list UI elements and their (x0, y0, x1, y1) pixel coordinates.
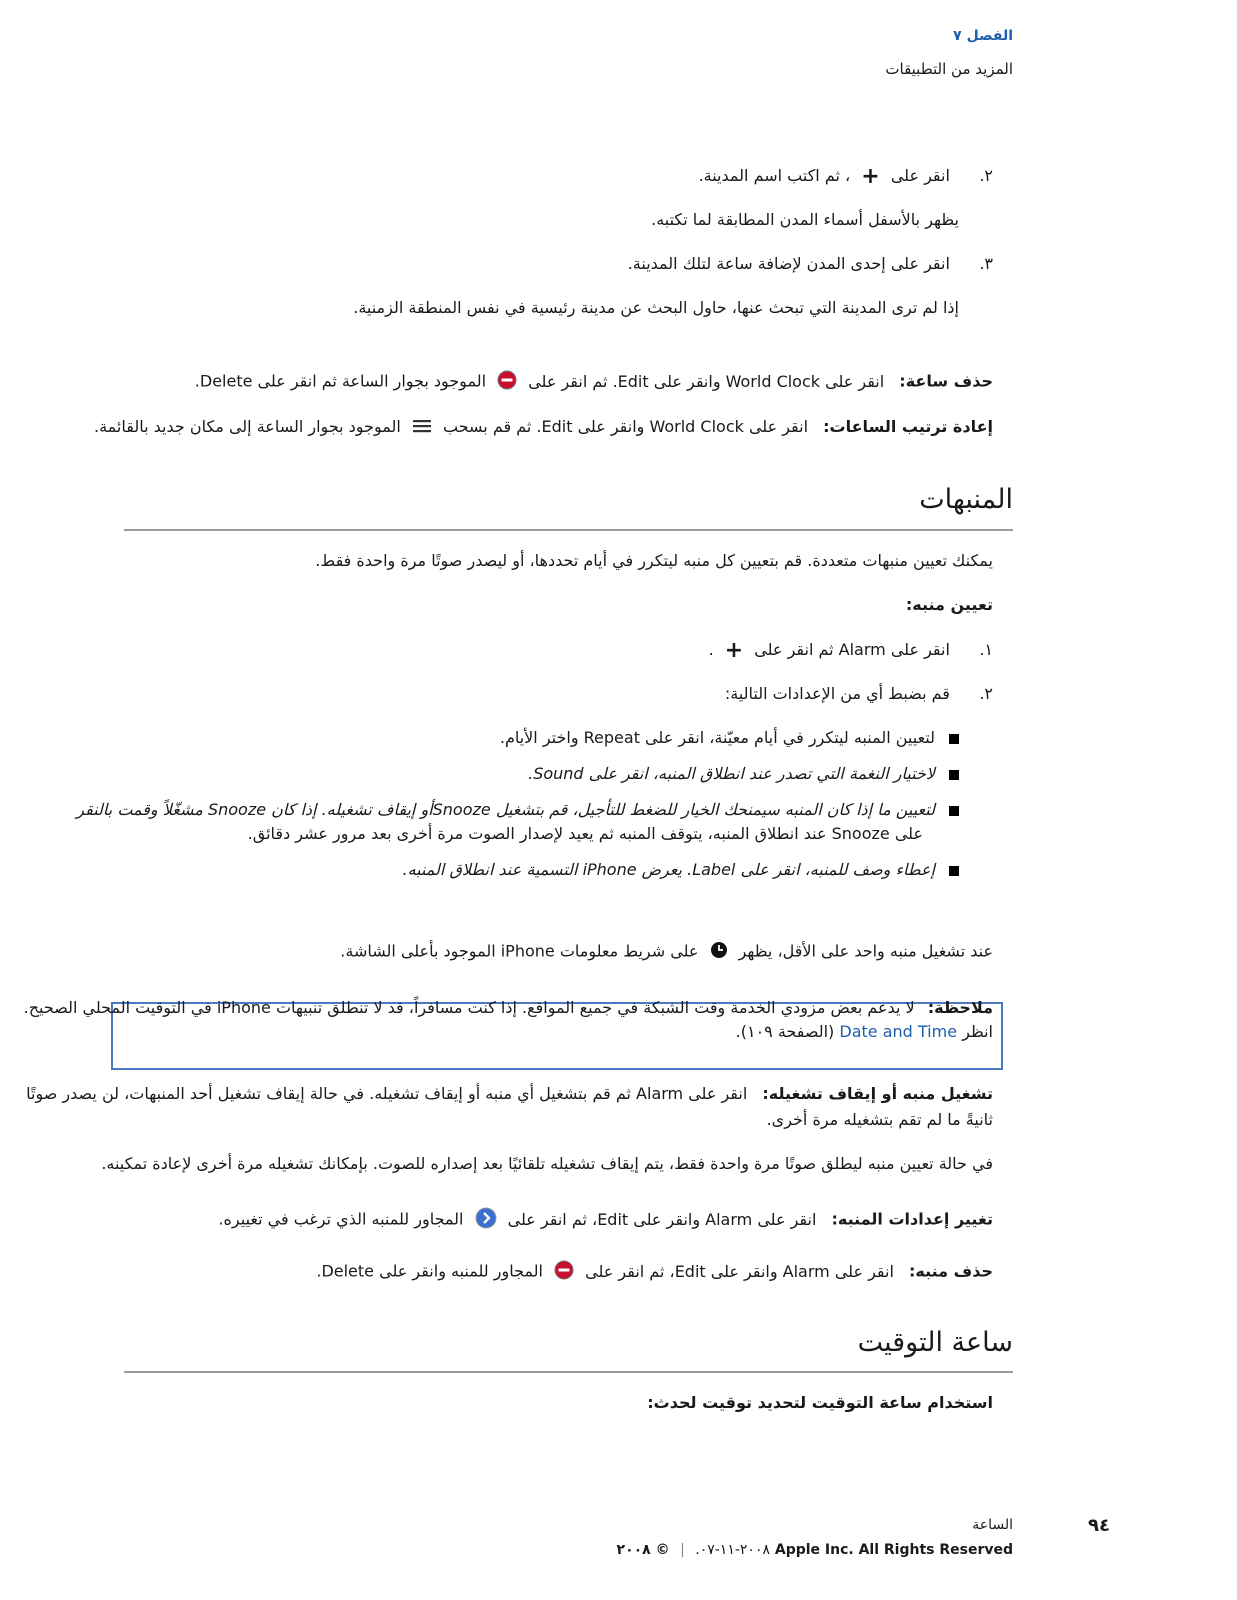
bullet-marker (949, 806, 959, 816)
delete-alarm-paragraph: حذف منبه: انقر على Alarm وانقر على Edit، ثم انقر على المجاور للمنبه وانقر على Delete. (316, 1260, 993, 1284)
delete-clock-label: حذف ساعة: (899, 371, 993, 391)
bullet-sound: لاختيار النغمة التي تصدر عند انطلاق المنبه، انقر على Sound. (528, 764, 959, 783)
plus-icon: + (861, 163, 880, 189)
delete-circle-icon (497, 370, 517, 394)
footer-section-name: الساعة (972, 1517, 1013, 1533)
stopwatch-subhead: استخدام ساعة التوقيت لتحديد توقيت لحدث: (647, 1393, 993, 1412)
step-number: ٢. (979, 166, 993, 185)
note-line-2: انظر Date and Time (الصفحة ١٠٩). (735, 1022, 993, 1041)
reorder-clocks-label: إعادة ترتيب الساعات: (823, 417, 993, 436)
delete-clock-paragraph: حذف ساعة: انقر على World Clock وانقر على Edit. ثم انقر على الموجود بجوار الساعة ثم انقر على Delete. (195, 370, 993, 394)
step-3-note: إذا لم ترى المدينة التي تبحث عنها، حاول البحث عن مدينة رئيسية في نفس المنطقة الزمنية. (353, 298, 959, 317)
step-2-note: يظهر بالأسفل أسماء المدن المطابقة لما تكتبه. (651, 210, 959, 229)
toggle-alarm-line2: ثانيةً ما لم تقم بتشغيله مرة أخرى. (766, 1110, 993, 1129)
plus-icon: + (724, 637, 744, 663)
change-settings-paragraph: تغيير إعدادات المنبه: انقر على Alarm وانقر على Edit، ثم انقر على المجاور للمنبه الذي ترغب في تغييره. (218, 1207, 993, 1233)
alarms-heading: المنبهات (919, 484, 1013, 515)
step-3: ٣. انقر على إحدى المدن لإضافة ساعة لتلك المدينة. (627, 254, 993, 273)
note-label: ملاحظة: (927, 998, 993, 1017)
reorder-icon (412, 418, 432, 438)
alarm-step-1: ١. انقر على Alarm ثم انقر على + . (708, 637, 993, 663)
delete-circle-icon (554, 1260, 574, 1284)
date-and-time-link[interactable]: Date and Time (839, 1022, 958, 1041)
note-line-1: ملاحظة: لا يدعم بعض مزودي الخدمة وقت الشبكة في جميع المواقع. إذا كنت مسافراً، قد لا تنطلق تنبيهات iPhone في التوقيت المحلي الصحيح. (23, 998, 993, 1017)
alarms-intro: يمكنك تعيين منبهات متعددة. قم بتعيين كل منبه ليتكرر في أيام تحددها، أو ليصدر صوتًا مرة واحدة فقط. (315, 551, 993, 570)
chevron-circle-icon (475, 1207, 497, 1233)
alarm-status-paragraph: عند تشغيل منبه واحد على الأقل، يظهر على شريط معلومات iPhone الموجود بأعلى الشاشة. (340, 941, 993, 963)
page-number: ٩٤ (1088, 1515, 1110, 1536)
chapter-label: الفصل ٧ (953, 28, 1013, 44)
set-alarm-label: تعيين منبه: (905, 595, 993, 614)
bullet-marker (949, 770, 959, 780)
bullet-repeat: لتعيين المنبه ليتكرر في أيام معيّنة، انقر على Repeat واختر الأيام. (500, 728, 959, 747)
chapter-subtitle: المزيد من التطبيقات (885, 60, 1013, 78)
bullet-label: إعطاء وصف للمنبه، انقر على Label. يعرض iPhone التسمية عند انطلاق المنبه. (402, 860, 959, 879)
change-settings-label: تغيير إعدادات المنبه: (831, 1209, 993, 1229)
bullet-marker (949, 866, 959, 876)
bullet-marker (949, 734, 959, 744)
section-divider (124, 1371, 1013, 1373)
stopwatch-heading: ساعة التوقيت (857, 1327, 1013, 1358)
bullet-snooze-line2: على Snooze عند انطلاق المنبه، يتوقف المنبه ثم يعيد لإصدار الصوت مرة أخرى بعد مرور عشر دقائق. (247, 824, 923, 843)
footer-copyright: ٢٠٠٨-١١-٠٧. | © ٢٠٠٨ Apple Inc. All Rights Reserved (616, 1542, 1013, 1558)
reorder-clocks-paragraph: إعادة ترتيب الساعات: انقر على World Clock وانقر على Edit. ثم قم بسحب الموجود بجوار الساعة إلى مكان جديد بالقائمة. (93, 417, 993, 436)
bullet-snooze: لتعيين ما إذا كان المنبه سيمنحك الخيار للضغط للتأجيل، قم بتشغيل Snoozeأو إيقاف تشغيله. إذا كان Snooze مشغّلاً وقمت بالنقر (76, 800, 959, 819)
alarm-step-2: ٢. قم بضبط أي من الإعدادات التالية: (724, 684, 993, 703)
toggle-alarm-paragraph: تشغيل منبه أو إيقاف تشغيله: انقر على Alarm ثم قم بتشغيل أي منبه أو إيقاف تشغيله. في حالة إيقاف تشغيل أحد المنبهات، لن يصدر صوتًا (26, 1084, 993, 1103)
alarm-clock-icon (710, 941, 728, 963)
step-2: ٢. انقر على + ، ثم اكتب اسم المدينة. (698, 163, 993, 189)
section-divider (124, 529, 1013, 531)
delete-alarm-label: حذف منبه: (909, 1261, 993, 1281)
single-alarm-paragraph: في حالة تعيين منبه ليطلق صوتًا مرة واحدة فقط، يتم إيقاف تشغيله تلقائيًا بعد إصداره للصوت. بإمكانك تشغيله مرة أخرى لإعادة تمكينه. (101, 1154, 993, 1173)
toggle-alarm-label: تشغيل منبه أو إيقاف تشغيله: (762, 1084, 993, 1103)
